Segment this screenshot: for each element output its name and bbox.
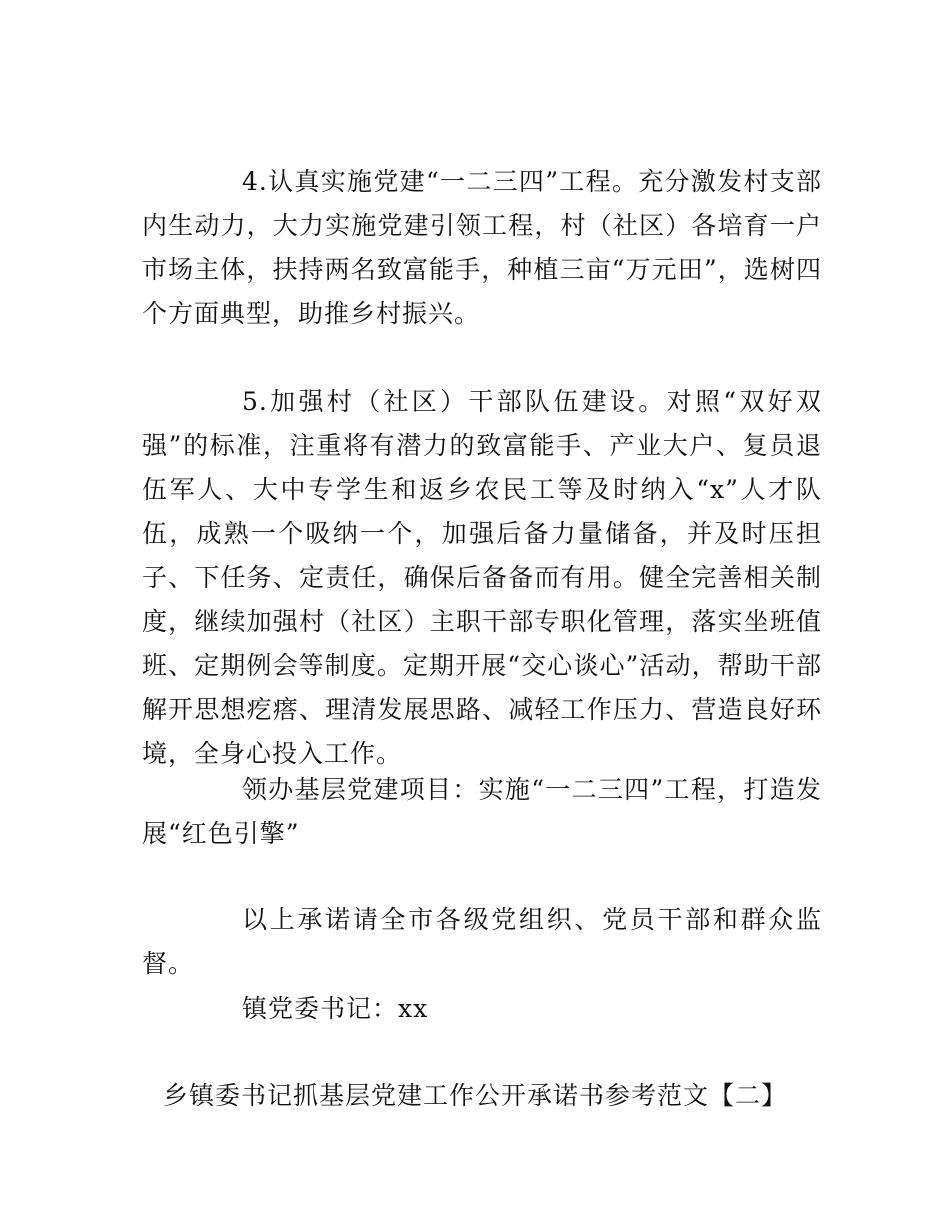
paragraph-party-project: 领办基层党建项目：实施“一二三四”工程，打造发展“红色引擎” — [142, 775, 822, 848]
paragraph-supervision: 以上承诺请全市各级党组织、党员干部和群众监督。 — [142, 905, 822, 978]
paragraph-item-5: 5.加强村（社区）干部队伍建设。对照“双好双强”的标准，注重将有潜力的致富能手、产业大户、复员退伍军人、大中专学生和返乡农民工等及时纳入“x”人才队伍，成熟一个吸纳一个，加强后备力量储备，并及时压担子、下任务、定责任，确保后备备而有用。健全完善相关制度，继续加强村（社区）主职干部专职化管理，落实坐班值班、定期例会等制度。定期开展“交心谈心”活动，帮助干部解开思想疙瘩、理清发展思路、减轻工作压力、营造良好环境，全身心投入工作。 — [142, 387, 822, 768]
next-section-heading: 乡镇委书记抓基层党建工作公开承诺书参考范文【二】 — [162, 1081, 787, 1110]
signature-line: 镇党委书记：xx — [242, 994, 429, 1023]
paragraph-item-4: 4.认真实施党建“一二三四”工程。充分激发村支部内生动力，大力实施党建引领工程，村（社区）各培育一户市场主体，扶持两名致富能手，种植三亩“万元田”，选树四个方面典型，助推乡村振兴。 — [142, 167, 822, 328]
